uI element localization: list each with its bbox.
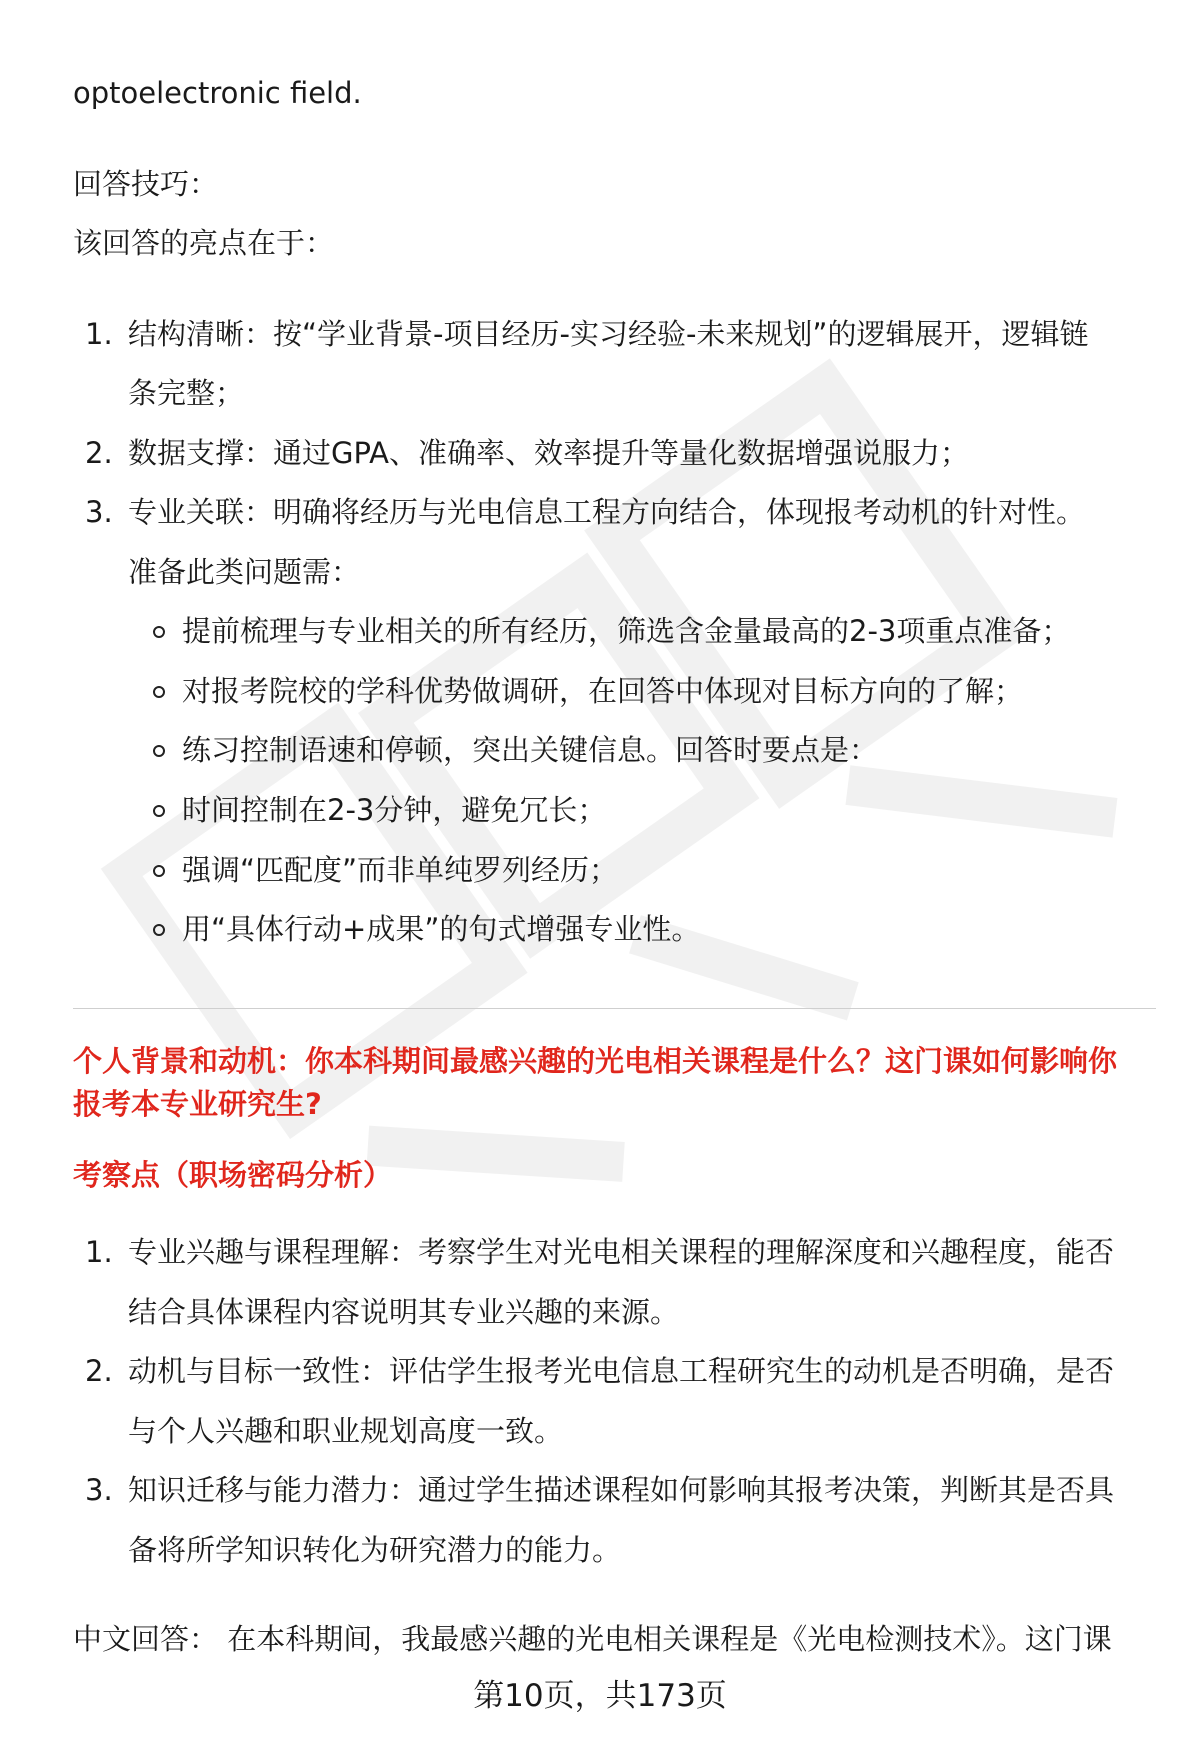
point-line: 动机与目标一致性：评估学生报考光电信息工程研究生的动机是否明确，是否 bbox=[128, 1354, 1115, 1388]
prep-item: 提前梳理与专业相关的所有经历，筛选含金量最高的2-3项重点准备； bbox=[182, 614, 1071, 648]
highlight-number: 3. bbox=[85, 495, 113, 529]
question-heading: 个人背景和动机：你本科期间最感兴趣的光电相关课程是什么？这门课如何影响你 bbox=[73, 1044, 1118, 1078]
answer-start: 中文回答： 在本科期间，我最感兴趣的光电相关课程是《光电检测技术》。这门课 bbox=[73, 1622, 1112, 1656]
bullet-icon bbox=[153, 745, 165, 757]
prep-lead: 准备此类问题需： bbox=[128, 555, 361, 589]
prep-item: 强调“匹配度”而非单纯罗列经历； bbox=[182, 853, 619, 887]
point-line: 知识迁移与能力潜力：通过学生描述课程如何影响其报考决策，判断其是否具 bbox=[128, 1473, 1115, 1507]
question-heading: 报考本专业研究生? bbox=[73, 1087, 322, 1121]
highlight-number: 1. bbox=[85, 317, 113, 351]
tips-label: 回答技巧： bbox=[73, 167, 219, 201]
bullet-icon bbox=[153, 626, 165, 638]
point-number: 2. bbox=[85, 1354, 113, 1388]
highlight-number: 2. bbox=[85, 436, 113, 470]
bullet-icon bbox=[153, 686, 165, 698]
tips-lead: 该回答的亮点在于： bbox=[73, 226, 335, 260]
point-line: 备将所学知识转化为研究潜力的能力。 bbox=[128, 1533, 622, 1567]
bullet-icon bbox=[153, 924, 165, 936]
prep-item: 对报考院校的学科优势做调研，在回答中体现对目标方向的了解； bbox=[182, 674, 1024, 708]
intro-tail-text: optoelectronic field. bbox=[73, 76, 362, 110]
point-number: 3. bbox=[85, 1473, 113, 1507]
highlight-line: 数据支撑：通过GPA、准确率、效率提升等量化数据增强说服力； bbox=[128, 436, 969, 470]
points-title: 考察点（职场密码分析） bbox=[73, 1158, 393, 1192]
prep-item: 用“具体行动+成果”的句式增强专业性。 bbox=[182, 912, 701, 946]
page-footer: 第10页，共173页 bbox=[473, 1678, 727, 1714]
highlight-line: 专业关联：明确将经历与光电信息工程方向结合，体现报考动机的针对性。 bbox=[128, 495, 1086, 529]
point-line: 专业兴趣与课程理解：考察学生对光电相关课程的理解深度和兴趣程度，能否 bbox=[128, 1235, 1115, 1269]
point-line: 结合具体课程内容说明其专业兴趣的来源。 bbox=[128, 1295, 680, 1329]
highlight-line: 结构清晰：按“学业背景-项目经历-实习经验-未来规划”的逻辑展开，逻辑链 bbox=[128, 317, 1089, 351]
prep-item: 练习控制语速和停顿，突出关键信息。回答时要点是： bbox=[182, 733, 879, 767]
point-number: 1. bbox=[85, 1235, 113, 1269]
prep-item: 时间控制在2-3分钟，避免冗长； bbox=[182, 793, 607, 827]
section-divider bbox=[73, 1008, 1156, 1009]
bullet-icon bbox=[153, 805, 165, 817]
highlight-line: 条完整； bbox=[128, 376, 245, 410]
bullet-icon bbox=[153, 865, 165, 877]
point-line: 与个人兴趣和职业规划高度一致。 bbox=[128, 1414, 564, 1448]
